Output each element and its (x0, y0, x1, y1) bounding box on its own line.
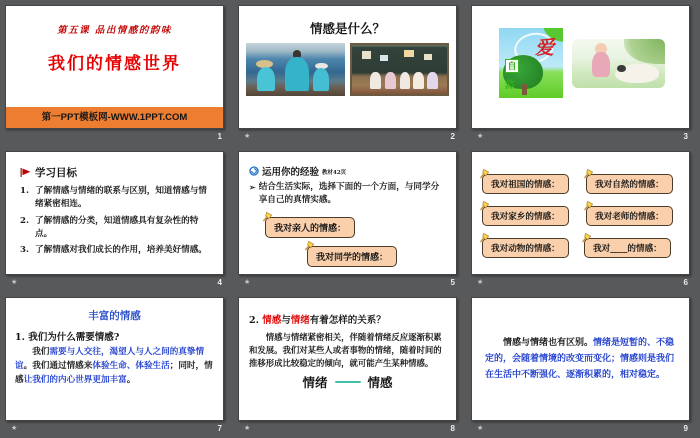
poster-love-character: 爱 (534, 37, 554, 59)
list-item: 1. 了解情感与情绪的联系与区别，知道情感与情绪紧密相连。 (20, 186, 207, 210)
animation-star-icon: ★ (11, 278, 18, 286)
body-paragraph: 情感与情绪也有区别。情绪是短暂的、不稳定的，会随着情境的改变而变化；情感则是我们在生活中不断强化、逐渐积累的，相对稳定。 (485, 338, 675, 380)
animation-star-icon: ★ (477, 278, 484, 286)
pushpin-icon (262, 211, 273, 222)
pushpin-icon (581, 232, 592, 243)
flag-icon (20, 168, 31, 177)
slide-thumbnail-1[interactable] (5, 5, 224, 129)
experience-header (249, 164, 448, 178)
slide-meta (5, 275, 224, 288)
slide-meta (5, 129, 224, 142)
section-title: 丰富的情感 (88, 310, 141, 322)
slide-thumbnail-3[interactable] (471, 5, 690, 129)
slide-meta (471, 275, 690, 288)
objectives-title: 学习目标 (35, 167, 77, 179)
feeling-box-teachers[interactable]: 我对老师的情感： (586, 206, 673, 226)
list-item: 3. 了解情感对我们成长的作用，培养美好情感。 (20, 245, 207, 256)
relation-left-term: 情绪 (302, 375, 328, 391)
slide-number: 8 (450, 423, 455, 433)
feeling-box-hometown[interactable]: 我对家乡的情感： (482, 206, 569, 226)
photo-row (246, 43, 449, 96)
animation-star-icon: ★ (477, 132, 484, 140)
slide-number: 6 (683, 277, 688, 287)
slide-thumbnail-8[interactable] (238, 297, 457, 421)
pushpin-icon (479, 168, 490, 179)
animation-star-icon: ★ (477, 424, 484, 432)
question-heading: 2. 情感与情绪有着怎样的关系？ (249, 315, 386, 326)
slide-meta (238, 275, 457, 288)
slide-number: 2 (450, 131, 455, 141)
slide-cell-4 (5, 151, 224, 288)
experience-title: 运用你的经验 (262, 167, 320, 178)
poster-zi-character: 自 (505, 59, 519, 73)
baby-figure (592, 52, 610, 77)
feeling-box-motherland[interactable]: 我对祖国的情感： (482, 174, 569, 194)
experience-swirl-icon (249, 166, 259, 176)
slide-meta (5, 421, 224, 434)
poster-ran-character: 然 (505, 80, 515, 91)
slide-cell-2 (238, 5, 457, 142)
slide-cell-9 (471, 297, 690, 434)
pushpin-icon (583, 168, 594, 179)
slide-meta (238, 421, 457, 434)
slide-thumbnail-5[interactable] (238, 151, 457, 275)
slide-cell-5 (238, 151, 457, 288)
family-at-sea-photo (246, 43, 345, 96)
pushpin-icon (479, 232, 490, 243)
slide-meta (471, 129, 690, 142)
slide-meta (238, 129, 457, 142)
slide-thumbnail-6[interactable] (471, 151, 690, 275)
slide-title: 情感是什么？ (309, 22, 385, 36)
feeling-box-nature[interactable]: 我对自然的情感： (586, 174, 673, 194)
slide-cell-3 (471, 5, 690, 142)
slide-cell-7 (5, 297, 224, 434)
classroom-children-photo (350, 43, 449, 96)
animation-star-icon: ★ (244, 278, 251, 286)
baby-with-dog-photo (572, 39, 665, 88)
slide-number: 3 (683, 131, 688, 141)
animation-star-icon: ★ (244, 424, 251, 432)
template-footer-band: 第一PPT模板网-WWW.1PPT.COM (6, 107, 223, 128)
objectives-list (20, 185, 212, 258)
relation-arrow-line (335, 381, 361, 384)
animation-star-icon: ★ (11, 424, 18, 432)
pushpin-icon (479, 200, 490, 211)
animation-star-icon: ★ (244, 132, 251, 140)
list-item: 2. 了解情感的分类，知道情感具有复杂性的特点。 (20, 215, 199, 239)
slide-number: 7 (217, 423, 222, 433)
textbook-page-note: 教材42页 (322, 170, 347, 176)
slide-number: 9 (683, 423, 688, 433)
love-nature-poster (499, 28, 563, 98)
presentation-title: 我们的情感世界 (48, 54, 181, 73)
slide-cell-1 (5, 5, 224, 142)
arrow-bullet-icon: ➢ (249, 182, 256, 192)
feeling-box-family[interactable]: 我对亲人的情感： (265, 217, 355, 238)
foliage (624, 39, 665, 64)
slide-cell-6 (471, 151, 690, 288)
feeling-box-animals[interactable]: 我对动物的情感： (482, 238, 569, 258)
slide-thumbnail-4[interactable] (5, 151, 224, 275)
slide-meta (471, 421, 690, 434)
feeling-box-blank[interactable]: 我对____的情感： (584, 238, 671, 258)
feeling-box-classmates[interactable]: 我对同学的情感： (307, 246, 397, 267)
slide-number: 5 (450, 277, 455, 287)
relation-right-term: 情感 (367, 375, 393, 391)
body-paragraph: 情感与情绪紧密相关，伴随着情绪反应逐渐积累和发展。我们对某些人或者事物的情绪，随着时间的推移形成比较稳定的倾向，就可能产生某种情感。 (249, 332, 442, 369)
slide-thumbnail-7[interactable] (5, 297, 224, 421)
slide-thumbnail-2[interactable] (238, 5, 457, 129)
course-line: 第五课 品出情感的韵味 (57, 25, 172, 36)
slide-number: 1 (217, 131, 222, 141)
question-heading: 1. 我们为什么需要情感? (15, 332, 120, 343)
task-text: ➢ 结合生活实际，选择下面的一个方面，与同学分享自己的真情实感。 (249, 182, 440, 205)
pushpin-icon (304, 240, 315, 251)
slide-thumbnail-9[interactable] (471, 297, 690, 421)
relation-diagram (249, 373, 446, 391)
slide-number: 4 (217, 277, 222, 287)
objectives-header (20, 165, 212, 180)
pushpin-icon (583, 200, 594, 211)
body-paragraph: 我们需要与人交往，渴望人与人之间的真挚情谊。我们通过情感来体验生命、体验生活；同时，情感让我们的内心世界更加丰富。 (15, 347, 213, 385)
slide-cell-8 (238, 297, 457, 434)
